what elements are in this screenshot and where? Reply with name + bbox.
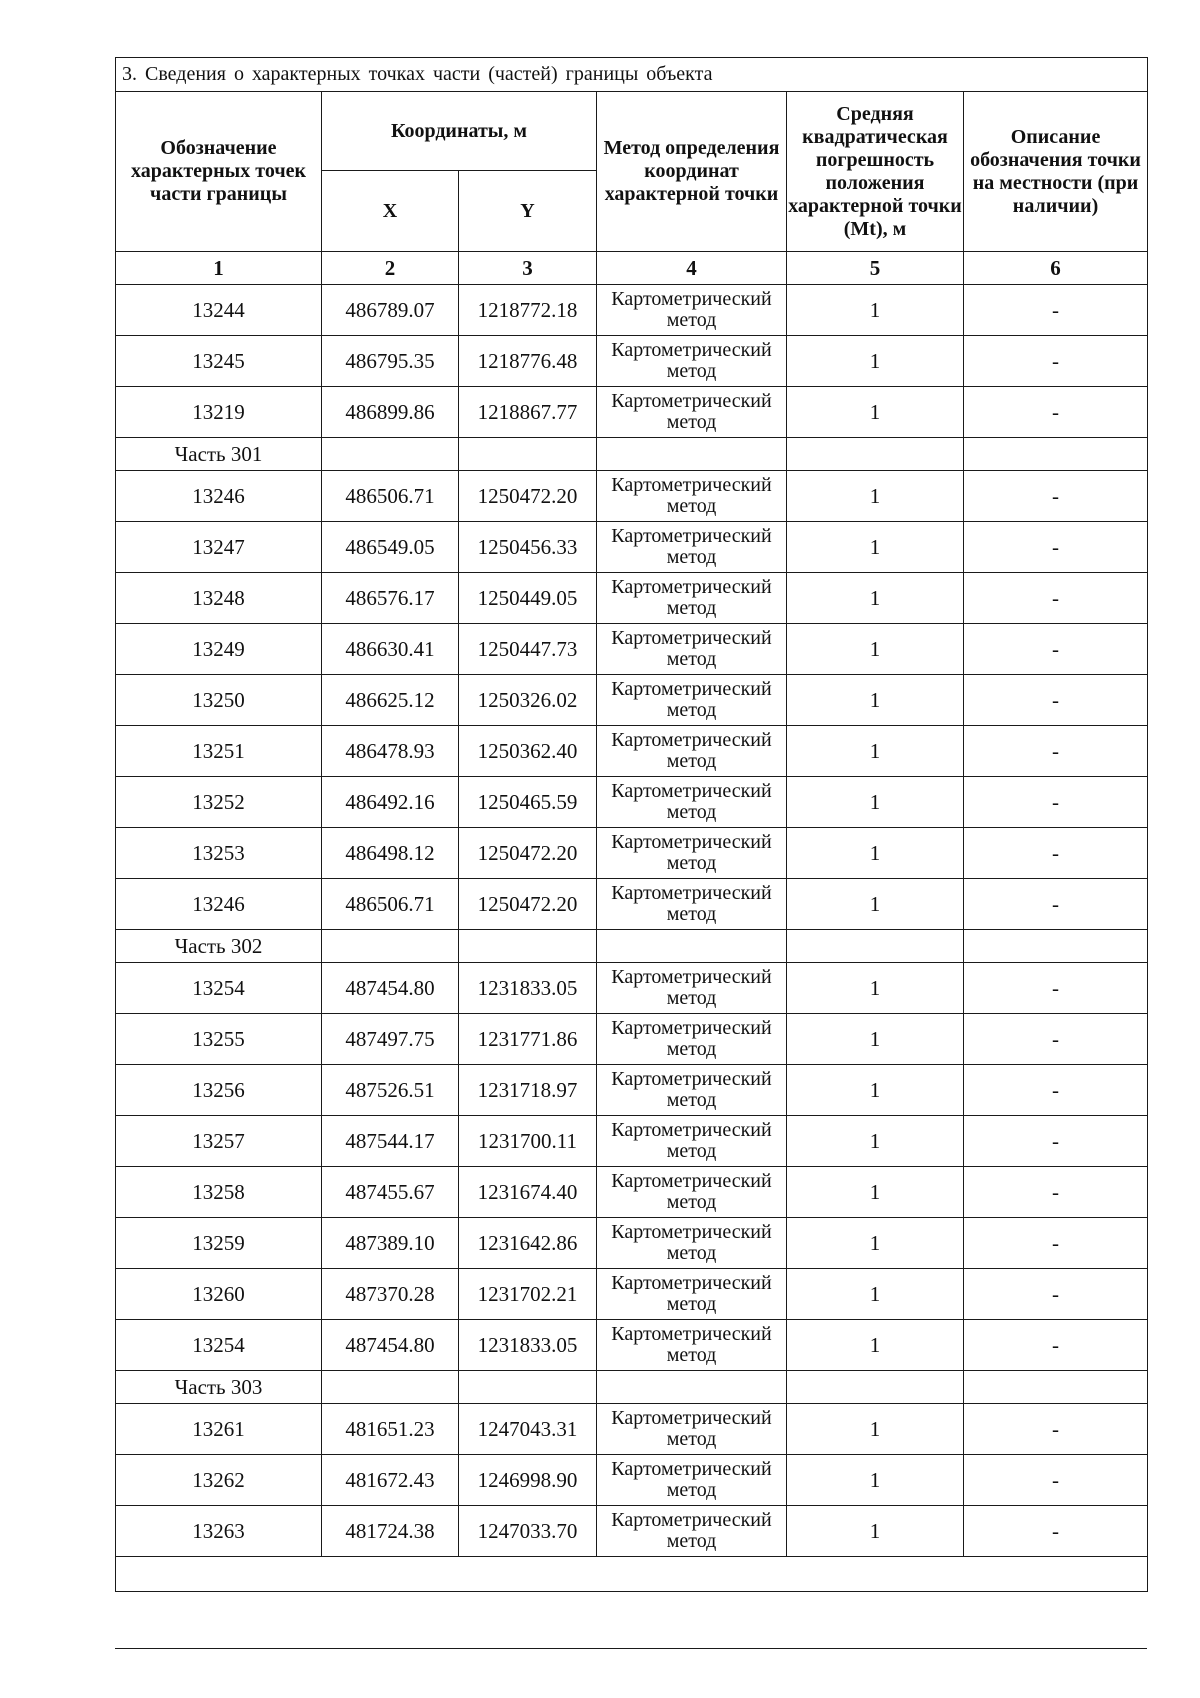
footer-divider	[115, 1648, 1147, 1649]
point-id: 13247	[116, 522, 322, 573]
coord-x: 481672.43	[322, 1455, 459, 1506]
method: Картометрический метод	[597, 828, 787, 879]
header-coordinates: Координаты, м	[322, 92, 597, 171]
method: Картометрический метод	[597, 624, 787, 675]
method: Картометрический метод	[597, 1065, 787, 1116]
method: Картометрический метод	[597, 1320, 787, 1371]
error-mt: 1	[787, 336, 964, 387]
table-body	[116, 285, 1148, 1592]
coord-x: 486625.12	[322, 675, 459, 726]
table-row	[116, 1167, 1148, 1218]
point-id: 13262	[116, 1455, 322, 1506]
table-row	[116, 1218, 1148, 1269]
empty-cell	[322, 1371, 459, 1404]
coord-x: 486576.17	[322, 573, 459, 624]
error-mt: 1	[787, 726, 964, 777]
coord-x: 481651.23	[322, 1404, 459, 1455]
coord-y: 1231700.11	[459, 1116, 597, 1167]
document-page	[115, 57, 1147, 1592]
description: -	[964, 1014, 1148, 1065]
coord-x: 487455.67	[322, 1167, 459, 1218]
column-number: 3	[459, 252, 597, 285]
header-description: Описание обозначения точки на местности (при наличии)	[964, 92, 1148, 252]
table-row	[116, 1455, 1148, 1506]
coord-x: 486492.16	[322, 777, 459, 828]
point-id: 13256	[116, 1065, 322, 1116]
point-id: 13254	[116, 1320, 322, 1371]
table-row	[116, 1320, 1148, 1371]
empty-row	[116, 1557, 1148, 1592]
section-label: Часть 302	[116, 930, 322, 963]
table-row	[116, 1506, 1148, 1557]
description: -	[964, 1455, 1148, 1506]
empty-cell	[459, 930, 597, 963]
table-row	[116, 1116, 1148, 1167]
error-mt: 1	[787, 777, 964, 828]
header-y: Y	[459, 171, 597, 252]
coord-x: 487526.51	[322, 1065, 459, 1116]
coord-x: 486478.93	[322, 726, 459, 777]
coord-x: 486795.35	[322, 336, 459, 387]
empty-cell	[322, 930, 459, 963]
description: -	[964, 387, 1148, 438]
coord-y: 1250326.02	[459, 675, 597, 726]
description: -	[964, 777, 1148, 828]
error-mt: 1	[787, 1014, 964, 1065]
coord-y: 1231771.86	[459, 1014, 597, 1065]
coord-x: 487454.80	[322, 1320, 459, 1371]
empty-cell	[116, 1557, 1148, 1592]
method: Картометрический метод	[597, 471, 787, 522]
point-id: 13254	[116, 963, 322, 1014]
table-row	[116, 1014, 1148, 1065]
coord-y: 1231833.05	[459, 1320, 597, 1371]
point-id: 13259	[116, 1218, 322, 1269]
coord-y: 1218772.18	[459, 285, 597, 336]
coord-y: 1218776.48	[459, 336, 597, 387]
point-id: 13253	[116, 828, 322, 879]
column-number: 6	[964, 252, 1148, 285]
description: -	[964, 1269, 1148, 1320]
point-id: 13255	[116, 1014, 322, 1065]
point-id: 13251	[116, 726, 322, 777]
method: Картометрический метод	[597, 285, 787, 336]
section-row	[116, 930, 1148, 963]
description: -	[964, 1506, 1148, 1557]
error-mt: 1	[787, 471, 964, 522]
coord-x: 487454.80	[322, 963, 459, 1014]
header-error: Средняя квадратическая погрешность положения характерной точки (Mt), м	[787, 92, 964, 252]
coord-y: 1231702.21	[459, 1269, 597, 1320]
description: -	[964, 522, 1148, 573]
method: Картометрический метод	[597, 1269, 787, 1320]
error-mt: 1	[787, 963, 964, 1014]
coord-y: 1250472.20	[459, 828, 597, 879]
table-row	[116, 1269, 1148, 1320]
method: Картометрический метод	[597, 963, 787, 1014]
table-row	[116, 777, 1148, 828]
boundary-points-table	[115, 57, 1148, 1592]
column-number: 5	[787, 252, 964, 285]
point-id: 13260	[116, 1269, 322, 1320]
table-row	[116, 522, 1148, 573]
coord-y: 1250472.20	[459, 879, 597, 930]
coord-x: 486630.41	[322, 624, 459, 675]
description: -	[964, 624, 1148, 675]
error-mt: 1	[787, 1065, 964, 1116]
table-row	[116, 387, 1148, 438]
method: Картометрический метод	[597, 777, 787, 828]
coord-x: 487497.75	[322, 1014, 459, 1065]
coord-y: 1250465.59	[459, 777, 597, 828]
method: Картометрический метод	[597, 1167, 787, 1218]
method: Картометрический метод	[597, 573, 787, 624]
table-row	[116, 285, 1148, 336]
coord-x: 486549.05	[322, 522, 459, 573]
section-row	[116, 438, 1148, 471]
point-id: 13248	[116, 573, 322, 624]
table-row	[116, 879, 1148, 930]
table-row	[116, 624, 1148, 675]
point-id: 13250	[116, 675, 322, 726]
point-id: 13257	[116, 1116, 322, 1167]
table-row	[116, 675, 1148, 726]
point-id: 13246	[116, 471, 322, 522]
method: Картометрический метод	[597, 1116, 787, 1167]
coord-y: 1231642.86	[459, 1218, 597, 1269]
table-title: 3. Сведения о характерных точках части (частей) границы объекта	[116, 58, 1148, 92]
description: -	[964, 879, 1148, 930]
error-mt: 1	[787, 1404, 964, 1455]
empty-cell	[787, 1371, 964, 1404]
method: Картометрический метод	[597, 1506, 787, 1557]
coord-y: 1231674.40	[459, 1167, 597, 1218]
method: Картометрический метод	[597, 1014, 787, 1065]
coord-y: 1250362.40	[459, 726, 597, 777]
error-mt: 1	[787, 1506, 964, 1557]
point-id: 13261	[116, 1404, 322, 1455]
table-row	[116, 1065, 1148, 1116]
coord-y: 1250472.20	[459, 471, 597, 522]
column-number: 4	[597, 252, 787, 285]
description: -	[964, 1167, 1148, 1218]
empty-cell	[597, 930, 787, 963]
empty-cell	[787, 438, 964, 471]
error-mt: 1	[787, 1167, 964, 1218]
coord-x: 486506.71	[322, 471, 459, 522]
point-id: 13263	[116, 1506, 322, 1557]
description: -	[964, 828, 1148, 879]
table-row	[116, 1404, 1148, 1455]
point-id: 13246	[116, 879, 322, 930]
error-mt: 1	[787, 387, 964, 438]
coord-y: 1231718.97	[459, 1065, 597, 1116]
section-row	[116, 1371, 1148, 1404]
empty-cell	[459, 438, 597, 471]
method: Картометрический метод	[597, 1404, 787, 1455]
error-mt: 1	[787, 675, 964, 726]
description: -	[964, 573, 1148, 624]
table-row	[116, 336, 1148, 387]
empty-cell	[597, 1371, 787, 1404]
point-id: 13249	[116, 624, 322, 675]
error-mt: 1	[787, 1218, 964, 1269]
section-label: Часть 303	[116, 1371, 322, 1404]
coord-y: 1247033.70	[459, 1506, 597, 1557]
header-method: Метод определения координат характерной точки	[597, 92, 787, 252]
coord-x: 487370.28	[322, 1269, 459, 1320]
method: Картометрический метод	[597, 1455, 787, 1506]
coord-y: 1246998.90	[459, 1455, 597, 1506]
coord-y: 1231833.05	[459, 963, 597, 1014]
empty-cell	[459, 1371, 597, 1404]
point-id: 13244	[116, 285, 322, 336]
description: -	[964, 1065, 1148, 1116]
method: Картометрический метод	[597, 675, 787, 726]
description: -	[964, 726, 1148, 777]
error-mt: 1	[787, 1116, 964, 1167]
table-row	[116, 573, 1148, 624]
point-id: 13252	[116, 777, 322, 828]
empty-cell	[322, 438, 459, 471]
empty-cell	[787, 930, 964, 963]
description: -	[964, 1320, 1148, 1371]
method: Картометрический метод	[597, 387, 787, 438]
table-row	[116, 726, 1148, 777]
point-id: 13258	[116, 1167, 322, 1218]
error-mt: 1	[787, 522, 964, 573]
empty-cell	[964, 930, 1148, 963]
column-number: 1	[116, 252, 322, 285]
coord-x: 486789.07	[322, 285, 459, 336]
error-mt: 1	[787, 573, 964, 624]
error-mt: 1	[787, 624, 964, 675]
coord-x: 487389.10	[322, 1218, 459, 1269]
coord-x: 486899.86	[322, 387, 459, 438]
method: Картометрический метод	[597, 879, 787, 930]
header-x: X	[322, 171, 459, 252]
error-mt: 1	[787, 1320, 964, 1371]
coord-x: 486506.71	[322, 879, 459, 930]
error-mt: 1	[787, 828, 964, 879]
coord-y: 1250456.33	[459, 522, 597, 573]
coord-x: 487544.17	[322, 1116, 459, 1167]
point-id: 13245	[116, 336, 322, 387]
description: -	[964, 336, 1148, 387]
error-mt: 1	[787, 285, 964, 336]
error-mt: 1	[787, 1269, 964, 1320]
empty-cell	[964, 1371, 1148, 1404]
error-mt: 1	[787, 879, 964, 930]
description: -	[964, 1218, 1148, 1269]
table-row	[116, 963, 1148, 1014]
method: Картометрический метод	[597, 522, 787, 573]
coord-y: 1250449.05	[459, 573, 597, 624]
empty-cell	[964, 438, 1148, 471]
method: Картометрический метод	[597, 1218, 787, 1269]
description: -	[964, 675, 1148, 726]
description: -	[964, 963, 1148, 1014]
table-row	[116, 471, 1148, 522]
method: Картометрический метод	[597, 336, 787, 387]
coord-y: 1247043.31	[459, 1404, 597, 1455]
coord-x: 486498.12	[322, 828, 459, 879]
header-designation: Обозначение характерных точек части границы	[116, 92, 322, 252]
column-number: 2	[322, 252, 459, 285]
coord-y: 1250447.73	[459, 624, 597, 675]
table-row	[116, 828, 1148, 879]
description: -	[964, 285, 1148, 336]
point-id: 13219	[116, 387, 322, 438]
error-mt: 1	[787, 1455, 964, 1506]
description: -	[964, 471, 1148, 522]
section-label: Часть 301	[116, 438, 322, 471]
empty-cell	[597, 438, 787, 471]
coord-y: 1218867.77	[459, 387, 597, 438]
description: -	[964, 1404, 1148, 1455]
description: -	[964, 1116, 1148, 1167]
coord-x: 481724.38	[322, 1506, 459, 1557]
method: Картометрический метод	[597, 726, 787, 777]
